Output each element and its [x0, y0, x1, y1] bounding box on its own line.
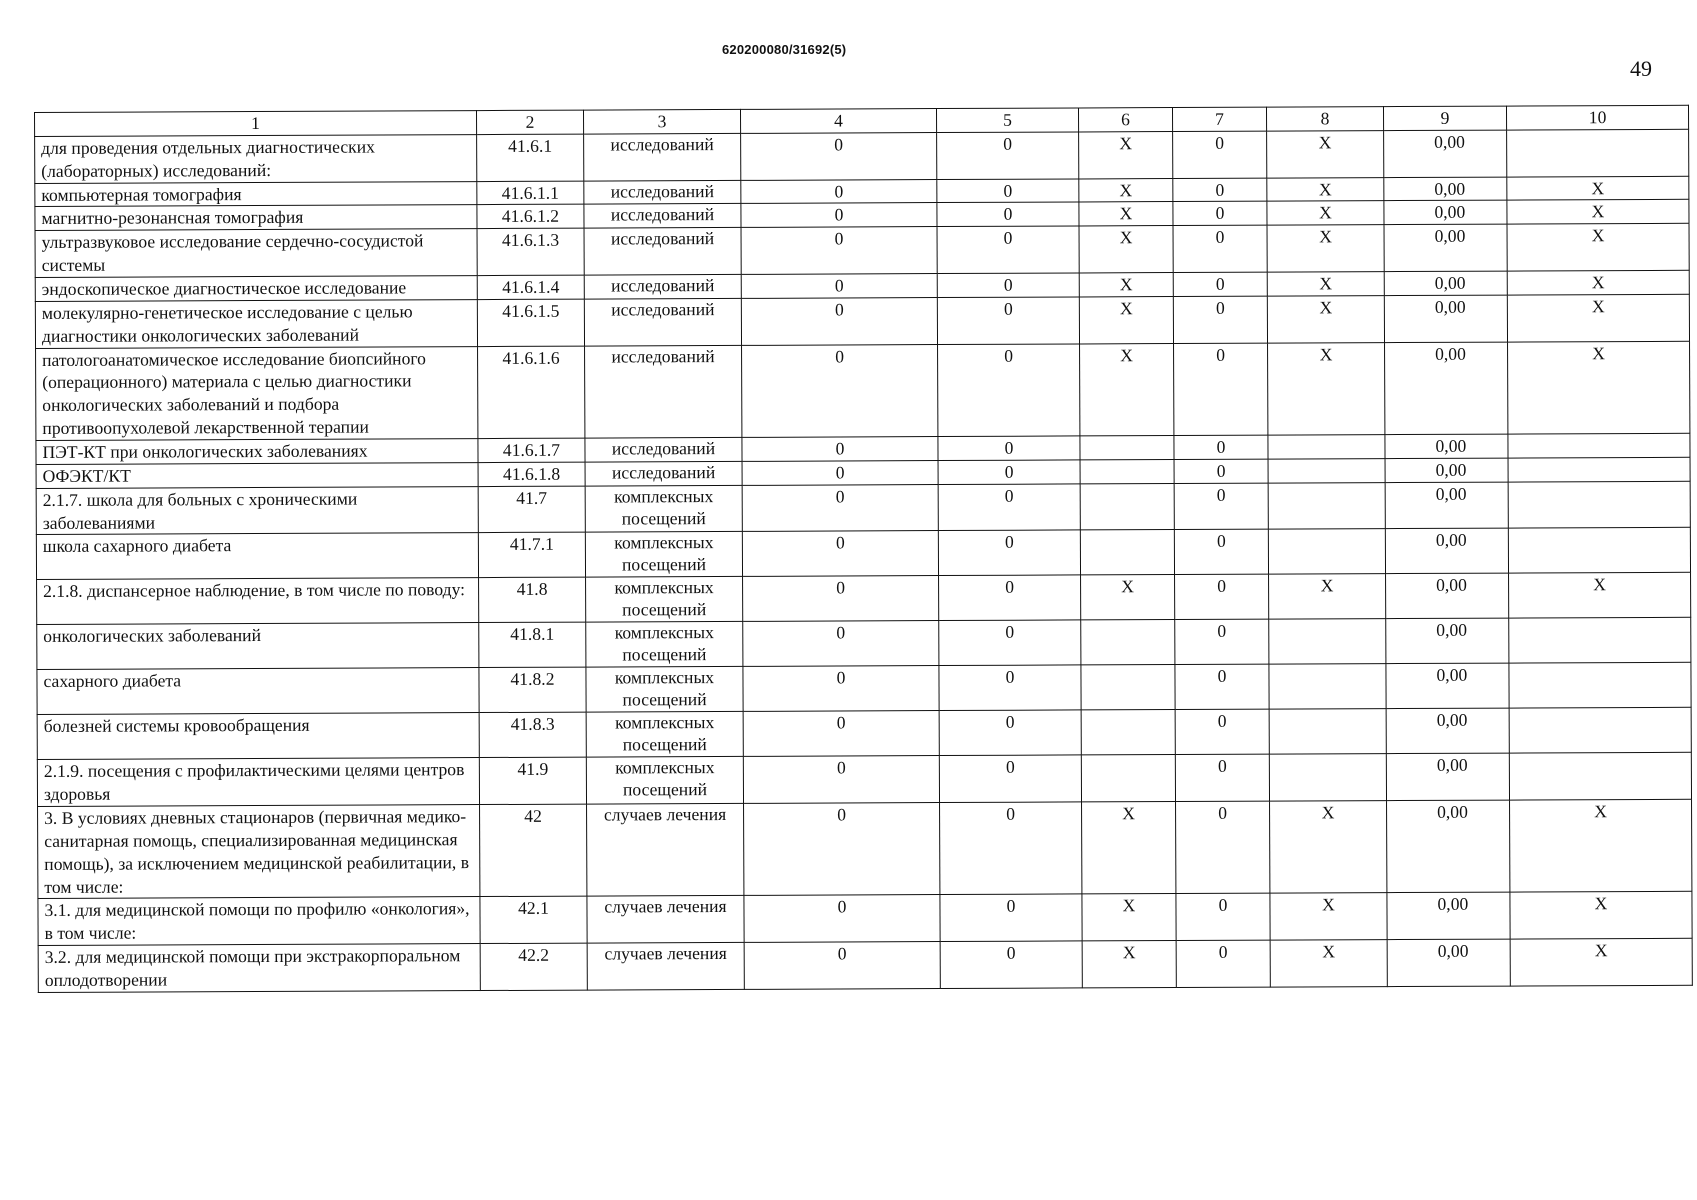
cell-c9: 0,00	[1384, 201, 1507, 225]
cell-c10: X	[1507, 176, 1689, 201]
cell-c10	[1508, 457, 1690, 482]
cell-c4: 0	[741, 227, 937, 275]
cell-c5: 0	[937, 179, 1079, 203]
cell-c10	[1507, 129, 1689, 177]
cell-c8	[1269, 709, 1386, 754]
cell-c8: X	[1267, 295, 1384, 342]
cell-name: 3. В условиях дневных стационаров (первичная медико-санитарная помощь, специализированная медицинская помощь), за исключением медицинской реабилитации, в том числе:	[38, 805, 480, 899]
cell-name: сахарного диабета	[37, 668, 479, 715]
cell-c9: 0,00	[1386, 753, 1509, 800]
cell-c4: 0	[744, 942, 940, 990]
cell-c5: 0	[940, 802, 1082, 895]
table-row	[37, 753, 1691, 807]
cell-c10: X	[1510, 892, 1692, 940]
cell-c8: X	[1267, 272, 1384, 296]
page-number: 49	[1630, 56, 1652, 81]
cell-c5: 0	[940, 894, 1082, 941]
cell-c10: X	[1510, 938, 1692, 986]
cell-c6	[1081, 620, 1175, 665]
cell-unit: исследований	[584, 274, 741, 299]
cell-code: 41.6.1	[477, 134, 584, 181]
cell-name: компьютерная томография	[35, 181, 477, 207]
cell-c6: X	[1079, 131, 1173, 178]
cell-code: 41.6.1.1	[477, 181, 584, 205]
cell-code: 41.8	[479, 578, 586, 623]
cell-code: 41.6.1.8	[478, 462, 585, 486]
cell-c8	[1269, 619, 1386, 664]
cell-c9: 0,00	[1385, 342, 1508, 435]
cell-name: ультразвуковое исследование сердечно-сосудистой системы	[35, 229, 477, 278]
column-header-8: 8	[1266, 107, 1383, 131]
table-row	[35, 129, 1689, 183]
cell-unit: исследований	[584, 180, 741, 205]
cell-c7: 0	[1176, 894, 1270, 941]
cell-c5: 0	[938, 484, 1080, 531]
cell-name: 2.1.8. диспансерное наблюдение, в том числе по поводу:	[37, 578, 479, 625]
cell-code: 42.1	[480, 897, 587, 944]
cell-c6	[1080, 530, 1174, 575]
cell-c4: 0	[743, 621, 939, 667]
cell-c6: X	[1079, 178, 1173, 202]
cell-c7: 0	[1174, 530, 1268, 575]
cell-unit: случаев лечения	[587, 803, 744, 896]
cell-code: 42.2	[480, 943, 587, 990]
column-header-9: 9	[1383, 106, 1506, 130]
cell-c5: 0	[938, 460, 1080, 484]
cell-name: болезней системы кровообращения	[37, 713, 479, 760]
cell-code: 41.9	[479, 757, 586, 804]
cell-c8: X	[1269, 574, 1386, 619]
cell-c5: 0	[937, 273, 1079, 297]
cell-unit: комплексных посещений	[586, 622, 743, 668]
cell-c6	[1081, 710, 1175, 755]
cell-unit: исследований	[584, 228, 741, 275]
cell-c5: 0	[939, 665, 1081, 711]
cell-c6: X	[1079, 296, 1173, 343]
cell-c4: 0	[742, 437, 938, 462]
cell-c5: 0	[938, 344, 1080, 437]
cell-c5: 0	[937, 132, 1079, 179]
table-row	[36, 341, 1690, 441]
cell-c8: X	[1270, 801, 1387, 894]
cell-c6: X	[1079, 226, 1173, 273]
table-row	[37, 618, 1691, 670]
cell-c9: 0,00	[1386, 618, 1509, 664]
cell-name: 3.1. для медицинской помощи по профилю «онкология», в том числе:	[38, 897, 480, 946]
document-id: 620200080/31692(5)	[722, 42, 847, 57]
cell-code: 42	[480, 804, 587, 897]
cell-unit: исследований	[585, 437, 742, 462]
cell-code: 41.7.1	[478, 533, 585, 578]
cell-c5: 0	[939, 755, 1081, 802]
cell-c6	[1081, 755, 1175, 802]
cell-name: 2.1.7. школа для больных с хроническими заболеваниями	[36, 486, 478, 535]
cell-unit: исследований	[584, 204, 741, 229]
cell-unit: исследований	[585, 345, 742, 438]
cell-c8: X	[1267, 225, 1384, 272]
cell-c4: 0	[743, 576, 939, 622]
cell-c7: 0	[1175, 664, 1269, 709]
cell-c6	[1081, 665, 1175, 710]
cell-code: 41.6.1.2	[477, 205, 584, 229]
cell-c8: X	[1267, 201, 1384, 225]
table-row	[37, 573, 1691, 625]
cell-unit: случаев лечения	[587, 943, 744, 990]
cell-name: эндоскопическое диагностическое исследование	[35, 276, 477, 302]
cell-c7: 0	[1173, 178, 1267, 202]
cell-c6: X	[1082, 894, 1176, 941]
cell-name: молекулярно-генетическое исследование с целью диагностики онкологических заболеваний	[35, 299, 477, 348]
cell-code: 41.6.1.5	[477, 299, 584, 346]
cell-c10: X	[1508, 341, 1690, 434]
cell-c8: X	[1270, 893, 1387, 940]
cell-unit: исследований	[584, 298, 741, 345]
cell-c10	[1509, 618, 1691, 664]
column-header-2: 2	[476, 110, 583, 134]
cell-c10: X	[1510, 799, 1692, 892]
table-container	[34, 105, 1692, 993]
cell-c10: X	[1507, 224, 1689, 272]
cell-c4: 0	[741, 203, 937, 228]
cell-code: 41.8.1	[479, 623, 586, 668]
cell-c8	[1268, 529, 1385, 574]
cell-c8	[1268, 458, 1385, 482]
cell-c10: X	[1509, 573, 1691, 619]
cell-c6: X	[1079, 202, 1173, 226]
cell-c5: 0	[940, 941, 1082, 988]
cell-c4: 0	[741, 274, 937, 299]
cell-c5: 0	[938, 530, 1080, 576]
column-header-1: 1	[35, 111, 477, 137]
cell-c9: 0,00	[1384, 295, 1507, 342]
cell-c4: 0	[744, 803, 940, 896]
cell-unit: комплексных посещений	[585, 485, 742, 532]
cell-c7: 0	[1174, 435, 1268, 459]
table-row	[35, 224, 1689, 278]
cell-c7: 0	[1175, 709, 1269, 754]
cell-unit: исследований	[585, 461, 742, 486]
cell-c5: 0	[937, 297, 1079, 344]
cell-name: школа сахарного диабета	[36, 533, 478, 580]
cell-c6: X	[1082, 941, 1176, 988]
cell-c4: 0	[742, 531, 938, 577]
cell-name: 3.2. для медицинской помощи при экстракорпоральном оплодотворении	[38, 944, 480, 993]
cell-unit: случаев лечения	[587, 896, 744, 943]
cell-c8	[1268, 482, 1385, 529]
cell-c9: 0,00	[1386, 708, 1509, 754]
cell-c8	[1269, 664, 1386, 709]
cell-code: 41.6.1.7	[478, 438, 585, 462]
cell-c6: X	[1079, 273, 1173, 297]
cell-c9: 0,00	[1384, 271, 1507, 295]
cell-code: 41.8.3	[479, 712, 586, 757]
cell-c7: 0	[1174, 343, 1268, 436]
cell-code: 41.7	[478, 486, 585, 533]
cell-c9: 0,00	[1385, 434, 1508, 458]
cell-c7: 0	[1175, 575, 1269, 620]
cell-c7: 0	[1175, 754, 1269, 801]
column-header-3: 3	[583, 109, 740, 134]
column-header-6: 6	[1078, 108, 1172, 132]
data-table	[34, 105, 1693, 993]
cell-c6	[1080, 459, 1174, 483]
cell-c10	[1509, 663, 1691, 709]
table-body	[35, 129, 1693, 992]
cell-name: ПЭТ-КТ при онкологических заболеваниях	[36, 439, 478, 465]
cell-name: онкологических заболеваний	[37, 623, 479, 670]
cell-c5: 0	[939, 710, 1081, 756]
table-row	[38, 938, 1692, 992]
cell-name: патологоанатомическое исследование биопсийного (операционного) материала с целью диагностики онкологических заболеваний и подбора противоопухолевой лекарственной терапии	[36, 346, 478, 440]
cell-unit: комплексных посещений	[586, 712, 743, 758]
cell-name: 2.1.9. посещения с профилактическими целями центров здоровья	[37, 758, 479, 807]
cell-c6	[1080, 436, 1174, 460]
cell-c5: 0	[937, 226, 1079, 273]
table-row	[38, 799, 1692, 899]
cell-c9: 0,00	[1387, 939, 1510, 986]
cell-c5: 0	[938, 436, 1080, 460]
table-row	[35, 294, 1689, 348]
cell-name: магнитно-резонансная томография	[35, 205, 477, 231]
cell-code: 41.6.1.3	[477, 228, 584, 275]
cell-c6	[1080, 483, 1174, 530]
column-header-10: 10	[1506, 105, 1688, 130]
cell-c7: 0	[1173, 202, 1267, 226]
cell-c4: 0	[744, 895, 940, 943]
cell-c10	[1509, 708, 1691, 754]
cell-name: ОФЭКТ/КТ	[36, 462, 478, 488]
cell-c5: 0	[939, 620, 1081, 666]
cell-c9: 0,00	[1387, 893, 1510, 940]
cell-c9: 0,00	[1384, 224, 1507, 271]
cell-c10: X	[1507, 200, 1689, 225]
cell-c4: 0	[743, 666, 939, 712]
cell-code: 41.6.1.4	[477, 275, 584, 299]
cell-c4: 0	[742, 344, 938, 437]
cell-c10: X	[1507, 270, 1689, 295]
table-row	[38, 892, 1692, 946]
cell-name: для проведения отдельных диагностических (лабораторных) исследований:	[35, 134, 477, 183]
cell-unit: исследований	[584, 133, 741, 180]
column-header-4: 4	[740, 109, 936, 134]
cell-c6: X	[1080, 343, 1174, 436]
cell-c9: 0,00	[1385, 529, 1508, 575]
cell-c7: 0	[1176, 940, 1270, 987]
cell-c8: X	[1268, 342, 1385, 435]
cell-c8: X	[1270, 940, 1387, 987]
cell-c6: X	[1082, 802, 1176, 895]
cell-c8: X	[1267, 177, 1384, 201]
cell-unit: комплексных посещений	[586, 667, 743, 713]
table-row	[37, 708, 1691, 760]
cell-c9: 0,00	[1386, 574, 1509, 620]
column-header-7: 7	[1172, 107, 1266, 131]
cell-c4: 0	[741, 179, 937, 204]
cell-unit: комплексных посещений	[586, 577, 743, 623]
cell-c4: 0	[741, 297, 937, 345]
cell-c7: 0	[1173, 225, 1267, 272]
cell-c6: X	[1081, 575, 1175, 620]
cell-c4: 0	[742, 484, 938, 532]
column-header-5: 5	[936, 108, 1078, 132]
cell-c9: 0,00	[1385, 482, 1508, 529]
cell-c9: 0,00	[1386, 663, 1509, 709]
cell-c10: X	[1507, 294, 1689, 342]
table-row	[36, 481, 1690, 535]
cell-c4: 0	[743, 756, 939, 804]
cell-c7: 0	[1173, 272, 1267, 296]
table-row	[36, 528, 1690, 580]
cell-c10	[1508, 433, 1690, 458]
cell-c7: 0	[1173, 131, 1267, 178]
cell-c4: 0	[742, 460, 938, 485]
cell-c9: 0,00	[1385, 458, 1508, 482]
cell-c7: 0	[1176, 801, 1270, 894]
cell-c10	[1508, 481, 1690, 529]
cell-c9: 0,00	[1384, 130, 1507, 177]
cell-c5: 0	[937, 202, 1079, 226]
cell-c4: 0	[741, 132, 937, 180]
cell-c10	[1508, 528, 1690, 574]
cell-code: 41.8.2	[479, 667, 586, 712]
cell-c7: 0	[1175, 620, 1269, 665]
cell-c5: 0	[939, 575, 1081, 621]
table-row	[37, 663, 1691, 715]
cell-c9: 0,00	[1384, 177, 1507, 201]
cell-c9: 0,00	[1387, 800, 1510, 893]
cell-c8: X	[1267, 130, 1384, 177]
cell-c8	[1268, 435, 1385, 459]
cell-c8	[1269, 754, 1386, 801]
cell-code: 41.6.1.6	[478, 346, 585, 439]
cell-unit: комплексных посещений	[585, 532, 742, 578]
cell-c7: 0	[1173, 296, 1267, 343]
cell-unit: комплексных посещений	[586, 757, 743, 804]
cell-c4: 0	[743, 711, 939, 757]
cell-c10	[1509, 753, 1691, 801]
cell-c7: 0	[1174, 459, 1268, 483]
cell-c7: 0	[1174, 483, 1268, 530]
